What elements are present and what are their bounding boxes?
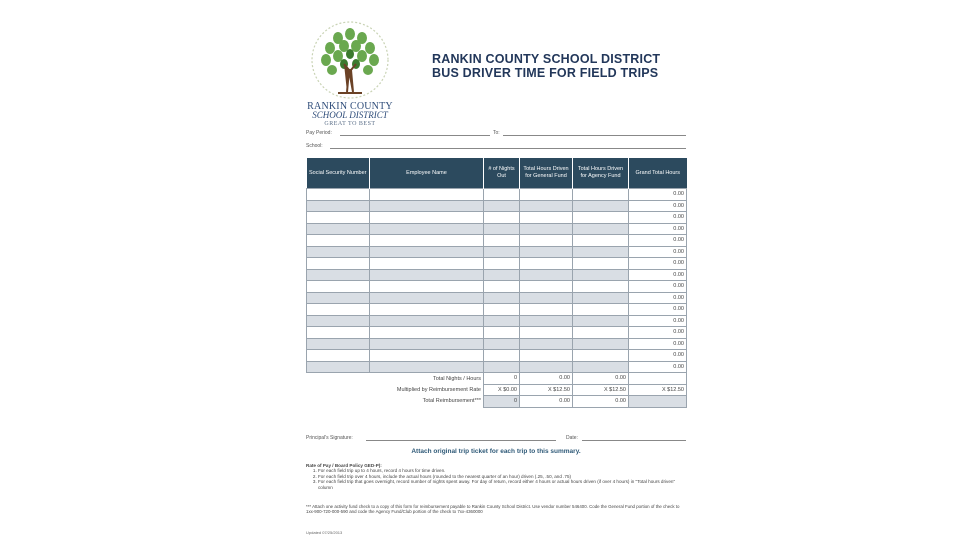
reimbursement-rate-label: Multiplied by Reimbursement Rate (307, 384, 484, 396)
table-header-row (307, 158, 687, 189)
tree-logo-icon (304, 20, 396, 106)
employee-name-cell[interactable] (370, 350, 484, 362)
ssn-cell[interactable] (307, 246, 370, 258)
total-reimbursement-row (307, 396, 687, 408)
grand-total-cell: 0.00 (629, 338, 687, 350)
title-line2: BUS DRIVER TIME FOR FIELD TRIPS (432, 66, 659, 80)
table-row (307, 246, 687, 258)
employee-name-cell[interactable] (370, 212, 484, 224)
agency-fund-hours-cell[interactable] (573, 304, 629, 316)
pay-period-from-field[interactable] (340, 135, 490, 136)
agency-fund-hours-cell[interactable] (573, 350, 629, 362)
total-reimbursement-label: Total Reimbursement*** (307, 396, 484, 408)
grand-total-cell: 0.00 (629, 200, 687, 212)
reimbursement-agency: 0.00 (573, 396, 629, 408)
table-row (307, 200, 687, 212)
header-nights-out: # of Nights Out (484, 158, 520, 189)
nights-out-cell[interactable] (484, 281, 520, 293)
principal-signature-label: Principal's Signature: (306, 435, 353, 441)
table-row (307, 212, 687, 224)
reimbursement-rate-row (307, 384, 687, 396)
table-row (307, 269, 687, 281)
policy-heading: Rate of Pay / Board Policy GED-P): (306, 463, 382, 468)
pay-period-row (306, 130, 332, 136)
agency-fund-hours-cell[interactable] (573, 338, 629, 350)
total-nights-hours-label: Total Nights / Hours (307, 373, 484, 385)
logo-line2: SCHOOL DISTRICT (312, 110, 388, 120)
rate-grand: X $12.50 (629, 384, 687, 396)
grand-total-cell: 0.00 (629, 246, 687, 258)
grand-total-cell: 0.00 (629, 350, 687, 362)
title-line1: RANKIN COUNTY SCHOOL DISTRICT (432, 52, 661, 66)
table-row (307, 315, 687, 327)
grand-total-cell: 0.00 (629, 235, 687, 247)
ssn-cell[interactable] (307, 304, 370, 316)
agency-fund-hours-cell[interactable] (573, 200, 629, 212)
nights-out-cell[interactable] (484, 212, 520, 224)
logo-name (304, 102, 396, 129)
nights-out-cell[interactable] (484, 269, 520, 281)
grand-total-cell: 0.00 (629, 315, 687, 327)
ssn-cell[interactable] (307, 269, 370, 281)
ssn-cell[interactable] (307, 350, 370, 362)
rate-agency: X $12.50 (573, 384, 629, 396)
general-fund-hours-cell[interactable] (520, 281, 573, 293)
ssn-cell[interactable] (307, 327, 370, 339)
general-fund-hours-cell[interactable] (520, 269, 573, 281)
school-label: School: (306, 143, 323, 149)
table-row (307, 304, 687, 316)
agency-fund-hours-cell[interactable] (573, 246, 629, 258)
total-general-hours: 0.00 (520, 373, 573, 385)
total-agency-hours: 0.00 (573, 373, 629, 385)
agency-fund-hours-cell[interactable] (573, 189, 629, 201)
nights-out-cell[interactable] (484, 304, 520, 316)
table-row (307, 223, 687, 235)
grand-total-cell: 0.00 (629, 361, 687, 373)
nights-out-cell[interactable] (484, 361, 520, 373)
agency-fund-hours-cell[interactable] (573, 258, 629, 270)
pay-period-to-field[interactable] (503, 135, 686, 136)
general-fund-hours-cell[interactable] (520, 304, 573, 316)
employee-name-cell[interactable] (370, 327, 484, 339)
general-fund-hours-cell[interactable] (520, 361, 573, 373)
nights-out-cell[interactable] (484, 235, 520, 247)
grand-total-cell: 0.00 (629, 304, 687, 316)
policy-list (306, 468, 686, 490)
grand-total-cell: 0.00 (629, 269, 687, 281)
grand-total-cell: 0.00 (629, 223, 687, 235)
ssn-cell[interactable] (307, 212, 370, 224)
nights-out-cell[interactable] (484, 189, 520, 201)
agency-fund-hours-cell[interactable] (573, 223, 629, 235)
logo-tagline: GREAT TO BEST (324, 121, 376, 127)
grand-total-cell: 0.00 (629, 258, 687, 270)
trip-time-table (306, 158, 687, 408)
employee-name-cell[interactable] (370, 223, 484, 235)
employee-name-cell[interactable] (370, 361, 484, 373)
ssn-cell[interactable] (307, 258, 370, 270)
employee-name-cell[interactable] (370, 315, 484, 327)
ssn-cell[interactable] (307, 281, 370, 293)
nights-out-cell[interactable] (484, 200, 520, 212)
employee-name-cell[interactable] (370, 281, 484, 293)
grand-total-cell: 0.00 (629, 292, 687, 304)
employee-name-cell[interactable] (370, 200, 484, 212)
attach-instruction: Attach original trip ticket for each trip to this summary. (411, 448, 581, 455)
signature-row (306, 435, 353, 441)
ssn-cell[interactable] (307, 315, 370, 327)
table-row (307, 361, 687, 373)
table-row (307, 350, 687, 362)
general-fund-hours-cell[interactable] (520, 315, 573, 327)
general-fund-hours-cell[interactable] (520, 189, 573, 201)
general-fund-hours-cell[interactable] (520, 327, 573, 339)
rate-nights: X $0.00 (484, 384, 520, 396)
nights-out-cell[interactable] (484, 292, 520, 304)
table-row (307, 338, 687, 350)
general-fund-hours-cell[interactable] (520, 292, 573, 304)
pay-period-label: Pay Period: (306, 130, 332, 136)
ssn-cell[interactable] (307, 338, 370, 350)
ssn-cell[interactable] (307, 292, 370, 304)
updated-date: Updated 07/25/2013 (306, 530, 343, 535)
employee-name-cell[interactable] (370, 246, 484, 258)
table-row (307, 292, 687, 304)
employee-name-cell[interactable] (370, 189, 484, 201)
header-employee-name: Employee Name (370, 158, 484, 189)
grand-total-cell: 0.00 (629, 281, 687, 293)
agency-fund-hours-cell[interactable] (573, 235, 629, 247)
general-fund-hours-cell[interactable] (520, 246, 573, 258)
employee-name-cell[interactable] (370, 258, 484, 270)
table-row (307, 258, 687, 270)
nights-out-cell[interactable] (484, 246, 520, 258)
reimbursement-nights: 0 (484, 396, 520, 408)
policy-item: 3. For each field trip that goes overnight, record number of nights spent away. For day of return, record either 4 hours or actual hours driven (if over 4 hours) in "Total hours driven" column (318, 479, 686, 490)
agency-fund-hours-cell[interactable] (573, 361, 629, 373)
employee-name-cell[interactable] (370, 304, 484, 316)
grand-total-cell: 0.00 (629, 327, 687, 339)
agency-fund-hours-cell[interactable] (573, 315, 629, 327)
nights-out-cell[interactable] (484, 350, 520, 362)
agency-fund-hours-cell[interactable] (573, 292, 629, 304)
form-page (300, 14, 692, 536)
to-label: To: (493, 130, 500, 136)
employee-name-cell[interactable] (370, 235, 484, 247)
agency-fund-hours-cell[interactable] (573, 281, 629, 293)
table-row (307, 235, 687, 247)
to-label-wrap (493, 130, 500, 136)
general-fund-hours-cell[interactable] (520, 212, 573, 224)
nights-out-cell[interactable] (484, 327, 520, 339)
general-fund-hours-cell[interactable] (520, 350, 573, 362)
header-agency-fund-hours: Total Hours Driven for Agency Fund (573, 158, 629, 189)
ssn-cell[interactable] (307, 223, 370, 235)
agency-fund-hours-cell[interactable] (573, 327, 629, 339)
grand-total-cell: 0.00 (629, 189, 687, 201)
form-title (432, 52, 660, 80)
date-label: Date: (566, 435, 578, 441)
header-general-fund-hours: Total Hours Driven for General Fund (520, 158, 573, 189)
logo-line1: RANKIN COUNTY (307, 101, 393, 112)
general-fund-hours-cell[interactable] (520, 200, 573, 212)
agency-fund-hours-cell[interactable] (573, 269, 629, 281)
reimbursement-grand (629, 396, 687, 408)
ssn-cell[interactable] (307, 361, 370, 373)
policy-item: 2. For each field trip over 4 hours, include the actual hours (rounded to the nearest quarter of an hour) driven (.25, .50, and .75) (318, 474, 686, 479)
total-grand-hours (629, 373, 687, 385)
district-logo (304, 20, 396, 132)
employee-name-cell[interactable] (370, 292, 484, 304)
date-label-wrap (566, 435, 578, 441)
date-field[interactable] (582, 440, 686, 441)
total-nights: 0 (484, 373, 520, 385)
general-fund-hours-cell[interactable] (520, 235, 573, 247)
table-row (307, 281, 687, 293)
principal-signature-field[interactable] (366, 440, 556, 441)
ssn-cell[interactable] (307, 189, 370, 201)
employee-name-cell[interactable] (370, 338, 484, 350)
reimbursement-note: *** Attach one activity fund check to a copy of this form for reimbursement payable to Rankin County School District. Use vendor number 546400. Code the General Fund portion of the check to 1xx-900-720-000-590 and code the Agency Fund/Club portion of the check to 7xx-4360000 (306, 504, 680, 515)
general-fund-hours-cell[interactable] (520, 338, 573, 350)
pay-policy (306, 463, 686, 490)
agency-fund-hours-cell[interactable] (573, 212, 629, 224)
general-fund-hours-cell[interactable] (520, 223, 573, 235)
general-fund-hours-cell[interactable] (520, 258, 573, 270)
table-row (307, 189, 687, 201)
nights-out-cell[interactable] (484, 223, 520, 235)
ssn-cell[interactable] (307, 200, 370, 212)
rate-general: X $12.50 (520, 384, 573, 396)
school-row (306, 143, 323, 149)
table-row (307, 327, 687, 339)
total-nights-hours-row (307, 373, 687, 385)
header-ssn: Social Security Number (307, 158, 370, 189)
nights-out-cell[interactable] (484, 338, 520, 350)
nights-out-cell[interactable] (484, 258, 520, 270)
nights-out-cell[interactable] (484, 315, 520, 327)
ssn-cell[interactable] (307, 235, 370, 247)
grand-total-cell: 0.00 (629, 212, 687, 224)
policy-item: 1. For each field trip up to 4 hours, record 4 hours for time driven. (318, 468, 686, 473)
school-field[interactable] (330, 148, 686, 149)
employee-name-cell[interactable] (370, 269, 484, 281)
header-grand-total-hours: Grand Total Hours (629, 158, 687, 189)
reimbursement-general: 0.00 (520, 396, 573, 408)
